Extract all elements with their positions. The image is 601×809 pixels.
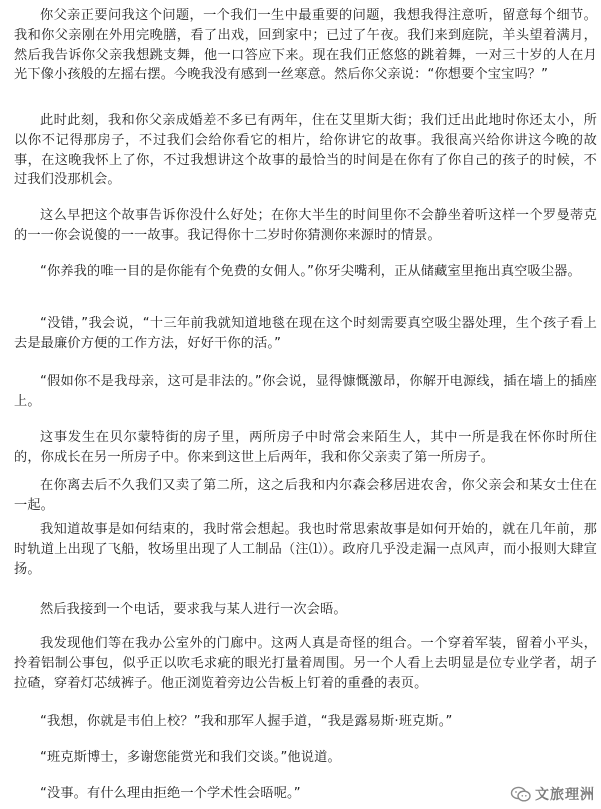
paragraph-7: 这事发生在贝尔蒙特街的房子里，两所房子中时常会来陌生人，其中一所是我在怀你时所住的，你成长在另一所房子中。你来到这世上后两年，我和你父亲卖了第一所房子。 — [14, 430, 597, 465]
paragraph-4: “你养我的唯一目的是你能有个免费的女佣人。”你牙尖嘴利，正从储藏室里拖出真空吸尘器。 — [40, 264, 581, 279]
paragraph-3: 这么早把这个故事告诉你没什么好处；在你大半生的时间里你不会静坐着听这样一个罗曼蒂克的一一你会说傻的一一故事。我记得你十二岁时你猜测你来源时的情景。 — [14, 208, 597, 243]
paragraph-11: 我发现他们等在我办公室外的门廊中。这两人真是奇怪的组合。一个穿着军装，留着小平头，拎着铝制公事包，似乎正以吹毛求疵的眼光打量着周围。另一个人看上去明显是位专业学者，胡子拉碴，穿着灯芯绒裤子。他正浏览着旁边公告板上钉着的重叠的表页。 — [14, 636, 597, 691]
wechat-official-account-icon — [510, 785, 532, 803]
paragraph-10: 然后我接到一个电话，要求我与某人进行一次会晤。 — [40, 602, 347, 617]
paragraph-14: “没事。有什么理由拒绝一个学术性会晤呢。” — [40, 786, 301, 801]
watermark — [510, 783, 595, 805]
watermark-text: 文旅理洲 — [535, 787, 595, 803]
paragraph-13: “班克斯博士，多谢您能赏光和我们交谈。”他说道。 — [40, 750, 341, 765]
paragraph-1: 你父亲正要问我这个问题，一个我们一生中最重要的问题，我想我得注意听，留意每个细节。我和你父亲刚在外用完晚膳，看了出戏，回到家中；已过了午夜。我们来到庭院，羊头望着满月，然后我告诉你父亲我想跳支舞，他一口答应下来。现在我们正悠悠的跳着舞，一对三十岁的人在月光下像小孩般的左摇右摆。今晚我没有感到一丝寒意。然后你父亲说：“你想要个宝宝吗？” — [14, 8, 597, 83]
paragraph-9: 我知道故事是如何结束的，我时常会想起。我也时常思索故事是如何开始的，就在几年前，那时轨道上出现了飞船，牧场里出现了人工制品（注⑴）。政府几乎没走漏一点风声，而小报则大肆宣扬。 — [14, 522, 597, 577]
paragraph-8: 在你离去后不久我们又卖了第二所，这之后我和内尔森会移居进农舍，你父亲会和某女士住在一起。 — [14, 478, 597, 513]
paragraph-12: “我想，你就是韦伯上校？”我和那军人握手道，“我是露易斯·班克斯。” — [40, 714, 453, 729]
paragraph-5: “没错，”我会说，“十三年前我就知道地毯在现在这个时刻需要真空吸尘器处理，生个孩子看上去是最廉价方便的工作方法，好好干你的活。” — [14, 316, 597, 351]
paragraph-6: “假如你不是我母亲，这可是非法的。”你会说，显得慷慨激昂，你解开电源线，插在墙上的插座上。 — [14, 374, 597, 409]
paragraph-2: 此时此刻，我和你父亲成婚差不多已有两年，住在艾里斯大街；我们迁出此地时你还太小，所以你不记得那房子，不过我们会给你看它的相片，给你讲它的故事。我很高兴给你讲这今晚的故事，在这晚我怀上了你，不过我想讲这个故事的最恰当的时间是在你有了你自己的孩子的时候，不过我们没那机会。 — [14, 113, 597, 188]
